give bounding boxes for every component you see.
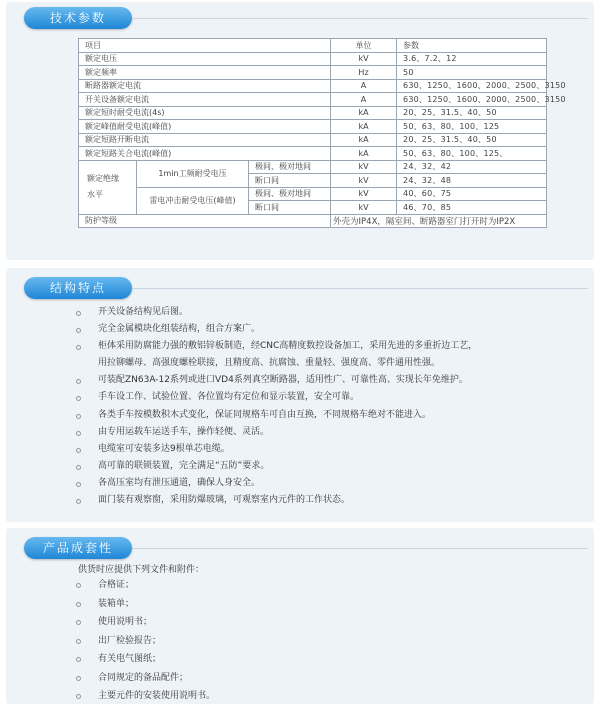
header-item: 项目 <box>79 39 331 53</box>
insulation-label-line2: 水平 <box>87 190 103 199</box>
row-value: 20、25、31.5、40、50 <box>397 106 547 120</box>
insulation-label-line1: 额定绝缘 <box>87 174 119 183</box>
row-value: 50、63、80、100、125 <box>397 120 547 134</box>
row-value: 50、63、80、100、125、 <box>397 147 547 161</box>
spec-table <box>78 38 566 228</box>
row-unit: A <box>331 93 397 107</box>
list-item-text: 各高压室均有泄压通道，确保人身安全。 <box>98 477 261 488</box>
row-unit: kA <box>331 106 397 120</box>
table-row <box>79 106 547 120</box>
row-item: 断路器额定电流 <box>79 79 331 93</box>
row-value: 24、32、42 <box>397 160 547 174</box>
row-value: 50 <box>397 66 547 80</box>
row-unit: kV <box>331 201 397 215</box>
table-row <box>79 93 547 107</box>
row-value: 630、1250、1600、2000、2500、3150 <box>397 79 547 93</box>
list-item-text: 电缆室可安装多达9根单芯电缆。 <box>98 443 230 454</box>
table-row <box>79 120 547 134</box>
power-freq-label: 1min工频耐受电压 <box>137 160 249 187</box>
row-value: 24、32、48 <box>397 174 547 188</box>
row-value: 46、70、85 <box>397 201 547 215</box>
list-item-text: 用拉铆螺母、高强度螺栓联接，且精度高、抗腐蚀、重量轻、强度高、零件通用性强。 <box>98 358 441 369</box>
list-item <box>70 458 580 475</box>
table-row <box>79 66 547 80</box>
list-item-continuation <box>70 355 580 372</box>
list-item-text: 开关设备结构见后图。 <box>98 307 189 317</box>
list-item <box>70 372 580 389</box>
table-row <box>79 52 547 66</box>
structure-list <box>70 304 580 509</box>
row-value: 40、60、75 <box>397 187 547 201</box>
list-item-text: 装箱单； <box>98 598 135 609</box>
supply-list <box>70 576 580 706</box>
table-row <box>79 160 547 174</box>
structure-tab: 结构特点 <box>24 277 132 299</box>
row-item: 额定短路开断电流 <box>79 133 331 147</box>
row-item: 额定峰值耐受电流(峰值) <box>79 120 331 134</box>
table-header-row <box>79 39 547 53</box>
list-item <box>70 613 580 632</box>
row-unit: kV <box>331 52 397 66</box>
tech-params-tab: 技术参数 <box>24 7 132 29</box>
row-unit: kA <box>331 133 397 147</box>
list-item <box>70 595 580 614</box>
row-item: 额定短路关合电流(峰值) <box>79 147 331 161</box>
lightning-label: 雷电冲击耐受电压(峰值) <box>137 187 249 214</box>
row-item: 开关设备额定电流 <box>79 93 331 107</box>
list-item <box>70 687 580 706</box>
row-value: 外壳为IP4X，隔室间、断路器室门打开时为IP2X <box>331 214 547 228</box>
row-item: 额定短时耐受电流(4s) <box>79 106 331 120</box>
row-unit: A <box>331 79 397 93</box>
row-item: 额定频率 <box>79 66 331 80</box>
list-item <box>70 576 580 595</box>
table-row <box>79 133 547 147</box>
list-item <box>70 632 580 651</box>
tab-divider <box>132 548 588 549</box>
list-item <box>70 650 580 669</box>
structure-panel <box>6 268 594 522</box>
break-label: 断口间 <box>249 174 331 188</box>
tab-divider <box>132 18 588 19</box>
list-item-text: 有关电气图纸； <box>98 654 162 664</box>
list-item-text: 手车设工作、试验位置、各位置均有定位和显示装置，安全可靠。 <box>98 392 360 403</box>
phase-ground-label: 极间、极对地间 <box>249 160 331 174</box>
row-unit: kV <box>331 174 397 188</box>
products-panel <box>6 528 594 704</box>
list-item-text: 主要元件的安装使用说明书。 <box>98 691 216 701</box>
row-value: 3.6、7.2、12 <box>397 52 547 66</box>
list-item-text: 由专用运载车运送手车，操作轻便、灵活。 <box>98 426 270 437</box>
list-item-text: 柜体采用防腐能力强的敷铝锌板制造，经CNC高精度数控设备加工，采用先进的多重折边工艺， <box>98 341 478 352</box>
products-tab: 产品成套性 <box>24 537 132 559</box>
supply-intro: 供货时应提供下列文件和附件： <box>78 565 205 575</box>
row-value: 20、25、31.5、40、50 <box>397 133 547 147</box>
row-unit: kA <box>331 147 397 161</box>
row-unit: kV <box>331 187 397 201</box>
tab-divider <box>132 288 588 289</box>
list-item-text: 使用说明书； <box>98 617 153 627</box>
list-item-text: 高可靠的联锁装置，完全满足“五防”要求。 <box>98 460 270 471</box>
insulation-label <box>79 160 137 214</box>
break-label: 断口间 <box>249 201 331 215</box>
list-item <box>70 669 580 688</box>
list-item-text: 可装配ZN63A-12系列或进口VD4系列真空断路器，适用性广、可靠性高、实现长年免维护。 <box>98 375 468 386</box>
row-item: 防护等级 <box>79 214 331 228</box>
list-item <box>70 441 580 458</box>
list-item <box>70 304 580 321</box>
phase-ground-label: 极间、极对地间 <box>249 187 331 201</box>
header-unit: 单位 <box>331 39 397 53</box>
list-item <box>70 492 580 509</box>
tech-params-panel <box>6 2 594 260</box>
list-item <box>70 407 580 424</box>
table-row <box>79 147 547 161</box>
list-item-text: 合同规定的备品配件； <box>98 672 189 683</box>
row-unit: kV <box>331 160 397 174</box>
table-row <box>79 187 547 201</box>
header-value: 参数 <box>397 39 547 53</box>
list-item <box>70 338 580 355</box>
list-item <box>70 424 580 441</box>
list-item <box>70 389 580 406</box>
list-item <box>70 475 580 492</box>
list-item-text: 完全金属模块化组装结构，组合方案广。 <box>98 324 261 335</box>
list-item-text: 合格证； <box>98 580 135 590</box>
row-value: 630、1250、1600、2000、2500、3150 <box>397 93 547 107</box>
list-item-text: 出厂检验报告； <box>98 635 162 646</box>
table-row <box>79 214 547 228</box>
list-item-text: 面门装有观察窗，采用防爆玻璃，可观察室内元件的工作状态。 <box>98 495 351 506</box>
row-item: 额定电压 <box>79 52 331 66</box>
list-item <box>70 321 580 338</box>
row-unit: kA <box>331 120 397 134</box>
row-unit: Hz <box>331 66 397 80</box>
list-item-text: 各类手车按模数积木式变化，保证同规格车可自由互换，不同规格车绝对不能进入。 <box>98 409 432 420</box>
table-row <box>79 79 547 93</box>
